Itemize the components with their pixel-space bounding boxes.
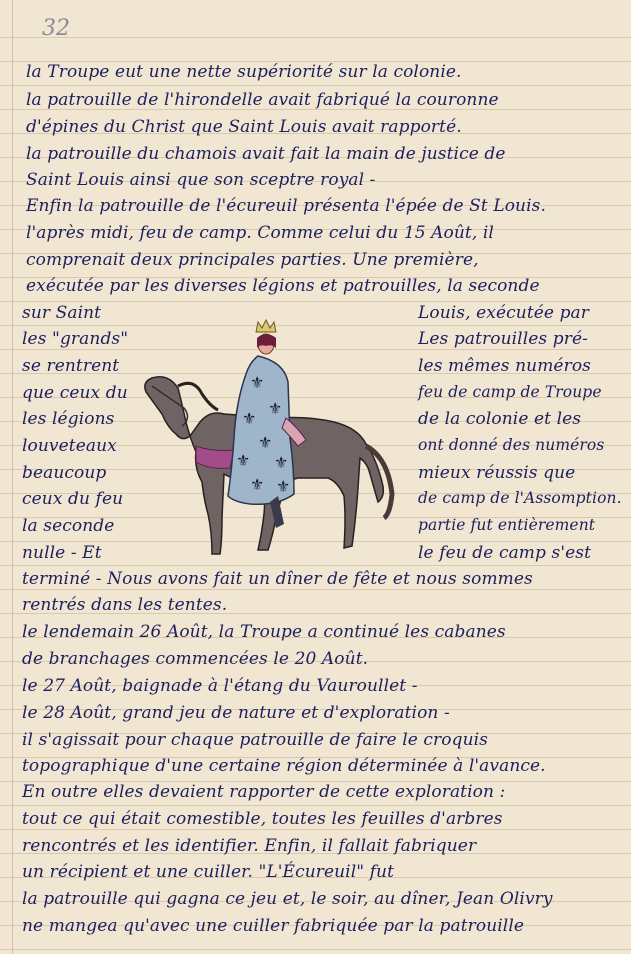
right-column-line: les mêmes numéros bbox=[418, 356, 591, 376]
text-line: rencontrés et les identifier. Enfin, il fallait fabriquer bbox=[22, 836, 477, 856]
text-line: Enfin la patrouille de l'écureuil présenta l'épée de St Louis. bbox=[26, 196, 546, 216]
text-line: le lendemain 26 Août, la Troupe a continué les cabanes bbox=[22, 622, 506, 642]
text-line: de branchages commencées le 20 Août. bbox=[22, 649, 369, 669]
right-column-line: Les patrouilles pré- bbox=[418, 329, 588, 349]
text-line: il s'agissait pour chaque patrouille de faire le croquis bbox=[22, 730, 488, 750]
text-line: le 28 Août, grand jeu de nature et d'exploration - bbox=[22, 703, 450, 723]
left-column-line: beaucoup bbox=[22, 463, 107, 483]
svg-text:⚜: ⚜ bbox=[242, 409, 257, 428]
right-column-line: feu de camp de Troupe bbox=[418, 383, 602, 401]
page-number: 32 bbox=[42, 16, 70, 41]
left-column-line: sur Saint bbox=[22, 303, 102, 323]
text-line: la Troupe eut une nette supériorité sur la colonie. bbox=[26, 62, 462, 82]
text-line: topographique d'une certaine région déterminée à l'avance. bbox=[22, 756, 546, 776]
margin-rule bbox=[12, 0, 13, 954]
left-column-line: louveteaux bbox=[22, 436, 117, 456]
left-column-line: se rentrent bbox=[22, 356, 120, 376]
text-line: un récipient et une cuiller. "L'Écureuil" fut bbox=[22, 862, 395, 882]
left-column-line: que ceux du bbox=[22, 383, 128, 403]
right-column-line: partie fut entièrement bbox=[418, 516, 596, 534]
text-line: Saint Louis ainsi que son sceptre royal - bbox=[26, 170, 376, 190]
saint-louis-on-horseback-drawing bbox=[138, 318, 400, 560]
text-line: tout ce qui était comestible, toutes les feuilles d'arbres bbox=[22, 809, 503, 829]
text-line: En outre elles devaient rapporter de cette exploration : bbox=[22, 782, 506, 802]
left-column-line: les "grands" bbox=[22, 329, 129, 349]
svg-text:⚜: ⚜ bbox=[268, 399, 283, 418]
text-line: exécutée par les diverses légions et patrouilles, la seconde bbox=[26, 276, 540, 296]
text-line: la patrouille de l'hirondelle avait fabriqué la couronne bbox=[26, 90, 499, 110]
svg-text:⚜: ⚜ bbox=[276, 477, 291, 496]
left-column-line: ceux du feu bbox=[22, 489, 124, 509]
left-column-line: les légions bbox=[22, 409, 115, 429]
svg-text:⚜: ⚜ bbox=[258, 433, 273, 452]
right-column-line: mieux réussis que bbox=[418, 463, 576, 483]
svg-text:⚜: ⚜ bbox=[250, 373, 265, 392]
svg-text:⚜: ⚜ bbox=[236, 451, 251, 470]
right-column-line: de camp de l'Assomption. bbox=[418, 489, 622, 507]
svg-text:⚜: ⚜ bbox=[274, 453, 289, 472]
text-line: la patrouille qui gagna ce jeu et, le soir, au dîner, Jean Olivry bbox=[22, 889, 553, 909]
right-column-line: Louis, exécutée par bbox=[418, 303, 590, 323]
right-column-line: le feu de camp s'est bbox=[418, 543, 592, 563]
left-column-line: nulle - Et bbox=[22, 543, 102, 563]
text-line: le 27 Août, baignade à l'étang du Vauroullet - bbox=[22, 676, 418, 696]
text-line: ne mangea qu'avec une cuiller fabriquée par la patrouille bbox=[22, 916, 525, 936]
right-column-line: ont donné des numéros bbox=[418, 436, 605, 454]
text-line: la patrouille du chamois avait fait la main de justice de bbox=[26, 144, 506, 164]
text-line: l'après midi, feu de camp. Comme celui du 15 Août, il bbox=[26, 223, 494, 243]
text-line: comprenait deux principales parties. Une première, bbox=[26, 250, 479, 270]
svg-text:⚜: ⚜ bbox=[250, 475, 265, 494]
right-column-line: de la colonie et les bbox=[418, 409, 582, 429]
text-line: rentrés dans les tentes. bbox=[22, 595, 228, 615]
text-line: d'épines du Christ que Saint Louis avait rapporté. bbox=[26, 117, 462, 137]
left-column-line: la seconde bbox=[22, 516, 115, 536]
text-line: terminé - Nous avons fait un dîner de fête et nous sommes bbox=[22, 569, 533, 589]
